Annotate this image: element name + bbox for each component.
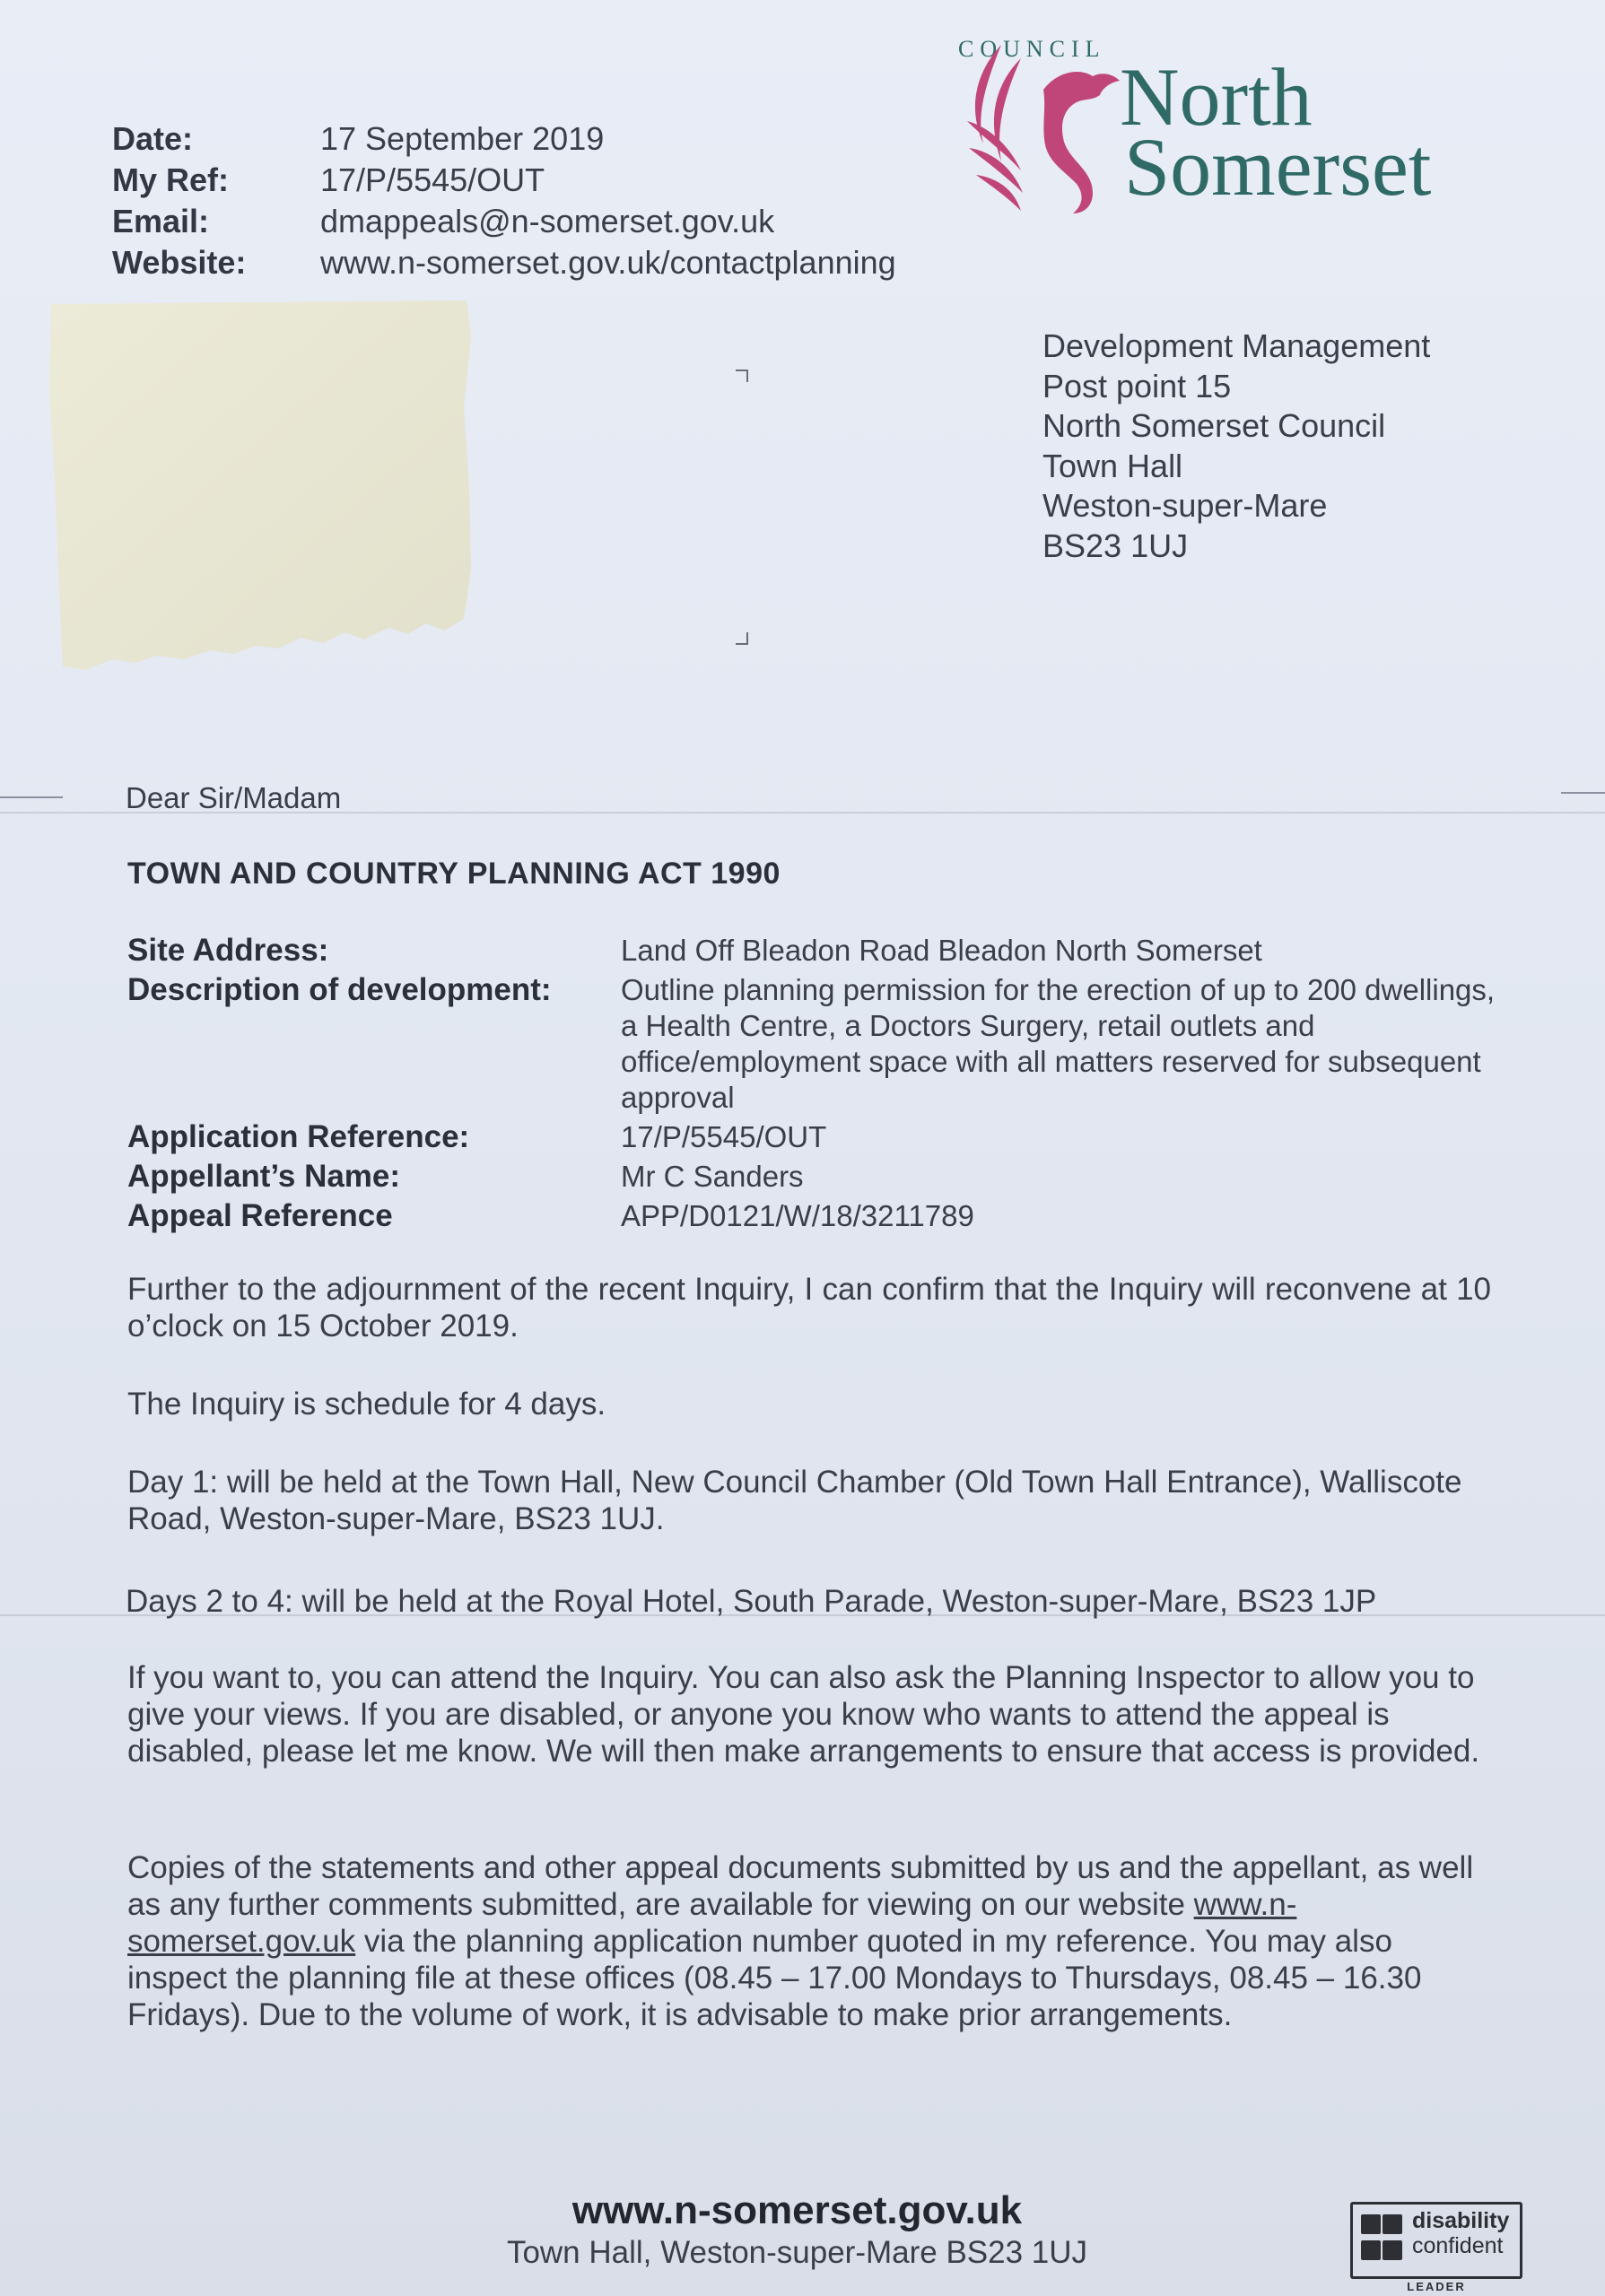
- paragraph-text: Copies of the statements and other appeal documents submitted by us and the appellant, as well as any further comments submitted, are available for viewing on our website: [127, 1850, 1474, 1922]
- date-value: 17 September 2019: [320, 120, 605, 157]
- body-paragraph: [127, 1849, 1491, 2033]
- fold-mark: [0, 796, 63, 798]
- address-line: Town Hall: [1042, 447, 1183, 484]
- site-address-value: Land Off Bleadon Road Bleadon North Somerset: [621, 934, 1262, 967]
- website-label: Website:: [112, 244, 247, 281]
- date-label: Date:: [112, 120, 194, 157]
- footer-address-text: Town Hall, Weston-super-Mare BS23 1UJ: [506, 2235, 1088, 2270]
- detail-row: [127, 933, 1518, 969]
- date-row: [112, 118, 896, 160]
- detail-row: [127, 1159, 1518, 1195]
- application-reference-label: Application Reference:: [127, 1119, 470, 1154]
- ref-row: [112, 160, 896, 201]
- paragraph-text: via the planning application number quoted in my reference. You may also inspect the planning file at these offices (08.45 – 17.00 Mondays to Thursdays, 08.45 – 16.30 Fridays). Due to the volume of work, it is advisable to make prior arrangements.: [127, 1924, 1422, 2032]
- disability-confident-badge: [1350, 2202, 1522, 2293]
- footer-url-text[interactable]: www.n-somerset.gov.uk: [571, 2188, 1023, 2232]
- detail-row: [127, 1198, 1518, 1234]
- appeal-reference-label: Appeal Reference: [127, 1198, 393, 1233]
- north-somerset-logo: [958, 36, 1443, 224]
- badge-line3: LEADER: [1407, 2280, 1466, 2293]
- appeal-details: [127, 933, 1518, 1238]
- address-line: Development Management: [1042, 327, 1431, 364]
- logo-council-text: COUNCIL: [958, 36, 1106, 62]
- ref-label: My Ref:: [112, 161, 230, 198]
- salutation: Dear Sir/Madam: [126, 781, 342, 814]
- website-value: www.n-somerset.gov.uk/contactplanning: [320, 244, 896, 281]
- disability-confident-icon: [1360, 2213, 1409, 2266]
- description-value: Outline planning permission for the erection of up to 200 dwellings, a Health Centre, a Doctors Surgery, retail outlets and office/employment space with all matters reserved for subsequent approval: [621, 973, 1496, 1114]
- email-label: Email:: [112, 203, 210, 239]
- ref-value: 17/P/5545/OUT: [320, 161, 545, 198]
- badge-line1: disability: [1412, 2208, 1510, 2233]
- body-paragraph: Days 2 to 4: will be held at the Royal Hotel, South Parade, Weston-super-Mare, BS23 1JP: [126, 1584, 1377, 1619]
- body-paragraph: The Inquiry is schedule for 4 days.: [127, 1387, 606, 1422]
- fold-mark: [1561, 792, 1605, 794]
- address-line: Weston-super-Mare: [1042, 487, 1328, 524]
- address-line: BS23 1UJ: [1042, 526, 1189, 564]
- appellant-name-label: Appellant’s Name:: [127, 1159, 401, 1194]
- description-label: Description of development:: [127, 972, 552, 1007]
- logo-somerset-text: Somerset: [1124, 121, 1432, 213]
- email-row: [112, 201, 896, 242]
- appellant-name-value: Mr C Sanders: [621, 1160, 804, 1193]
- email-value: dmappeals@n-somerset.gov.uk: [320, 203, 775, 239]
- appeal-reference-value: APP/D0121/W/18/3211789: [621, 1199, 974, 1232]
- body-paragraph: If you want to, you can attend the Inquiry. You can also ask the Planning Inspector to allow you to give your views. If you are disabled, or anyone you know who wants to attend the appeal is disabled, please let me know. We will then make arrangements to ensure that access is provided.: [127, 1660, 1480, 1769]
- window-corner-mark: [736, 370, 748, 382]
- detail-row: [127, 972, 1518, 1116]
- logo-north-text: North: [1120, 51, 1313, 143]
- application-reference-value: 17/P/5545/OUT: [621, 1120, 827, 1153]
- address-line: North Somerset Council: [1042, 407, 1386, 444]
- letter-meta: [112, 118, 896, 283]
- act-title: TOWN AND COUNTRY PLANNING ACT 1990: [127, 857, 781, 891]
- body-paragraph: Further to the adjournment of the recent Inquiry, I can confirm that the Inquiry will reconvene at 10 o’clock on 15 October 2019.: [127, 1272, 1491, 1344]
- site-address-label: Site Address:: [127, 933, 329, 968]
- detail-row: [127, 1119, 1518, 1155]
- torn-paper-label: [49, 300, 471, 686]
- body-paragraph: Day 1: will be held at the Town Hall, New Council Chamber (Old Town Hall Entrance), Walliscote Road, Weston-super-Mare, BS23 1UJ.: [127, 1465, 1462, 1536]
- website-link[interactable]: www.n-somerset.gov.uk: [127, 1887, 1297, 1959]
- recipient-address: [1042, 326, 1430, 566]
- address-line: Post point 15: [1042, 367, 1232, 404]
- window-corner-mark: [736, 632, 748, 645]
- wyvern-icon: [958, 36, 1129, 215]
- website-row: [112, 242, 896, 283]
- badge-line2: confident: [1412, 2233, 1504, 2258]
